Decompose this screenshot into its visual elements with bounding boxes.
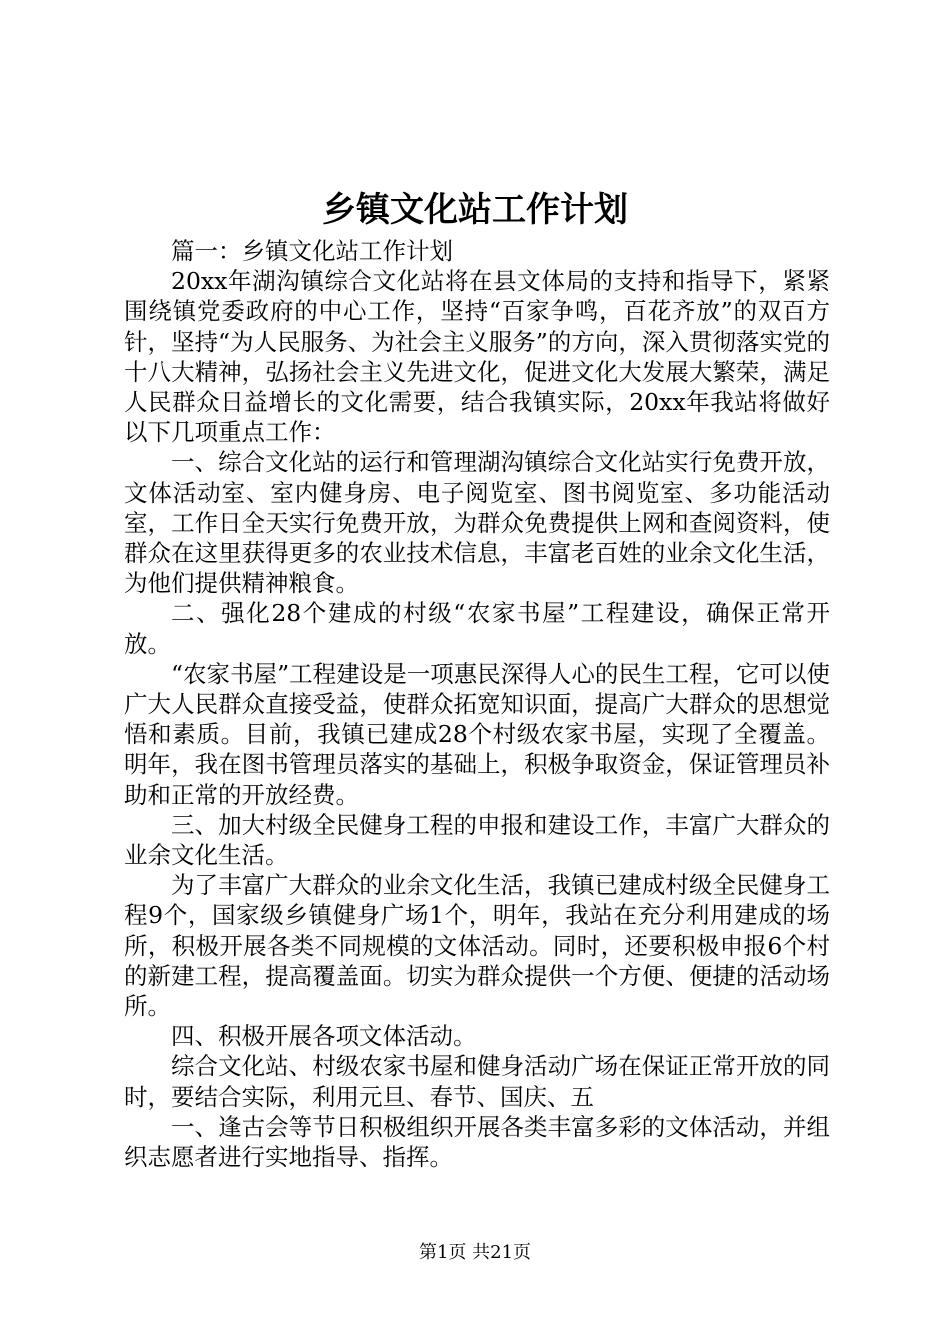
paragraph-activities: 综合文化站、村级农家书屋和健身活动广场在保证正常开放的同时，要结合实际，利用元旦、春节、国庆、五 bbox=[124, 1052, 830, 1111]
paragraph-book-house: “农家书屋”工程建设是一项惠民深得人心的民生工程，它可以使广大人民群众直接受益，使群众拓宽知识面，提高广大群众的思想觉悟和素质。目前，我镇已建成28个村级农家书屋，实现了全覆盖。明年，我在图书管理员落实的基础上，积极争取资金，保证管理员补助和正常的开放经费。 bbox=[124, 659, 830, 809]
paragraph-item-4: 四、积极开展各项文体活动。 bbox=[171, 1022, 477, 1051]
paragraph-item-1: 一、综合文化站的运行和管理湖沟镇综合文化站实行免费开放，文体活动室、室内健身房、电子阅览室、图书阅览室、多功能活动室，工作日全天实行免费开放，为群众免费提供上网和查阅资料，使群众在这里获得更多的农业技术信息，丰富老百姓的业余文化生活，为他们提供精神粮食。 bbox=[124, 448, 830, 598]
document-title: 乡镇文化站工作计划 bbox=[322, 190, 628, 230]
paragraph-intro: 20xx年湖沟镇综合文化站将在县文体局的支持和指导下，紧紧围绕镇党委政府的中心工作，坚持“百家争鸣，百花齐放”的双百方针，坚持“为人民服务、为社会主义服务”的方向，深入贯彻落实党的十八大精神，弘扬社会主义先进文化，促进文化大发展大繁荣，满足人民群众日益增长的文化需要，结合我镇实际，20xx年我站将做好以下几项重点工作： bbox=[124, 267, 830, 447]
document-body bbox=[124, 236, 830, 1172]
page-number-footer: 第1页 共21页 bbox=[418, 1242, 532, 1263]
paragraph-item-2: 二、强化28个建成的村级“农家书屋”工程建设，确保正常开放。 bbox=[124, 599, 830, 658]
paragraph-festivals: 一、逢古会等节日积极组织开展各类丰富多彩的文体活动，并组织志愿者进行实地指导、指挥。 bbox=[124, 1112, 830, 1172]
paragraph-fitness: 为了丰富广大群众的业余文化生活，我镇已建成村级全民健身工程9个，国家级乡镇健身广场1个，明年，我站在充分利用建成的场所，积极开展各类不同规模的文体活动。同时，还要积极申报6个村的新建工程，提高覆盖面。切实为群众提供一个方便、便捷的活动场所。 bbox=[124, 871, 830, 1021]
paragraph-section-heading: 篇一：乡镇文化站工作计划 bbox=[171, 237, 453, 265]
paragraph-item-3: 三、加大村级全民健身工程的申报和建设工作，丰富广大群众的业余文化生活。 bbox=[124, 810, 830, 870]
